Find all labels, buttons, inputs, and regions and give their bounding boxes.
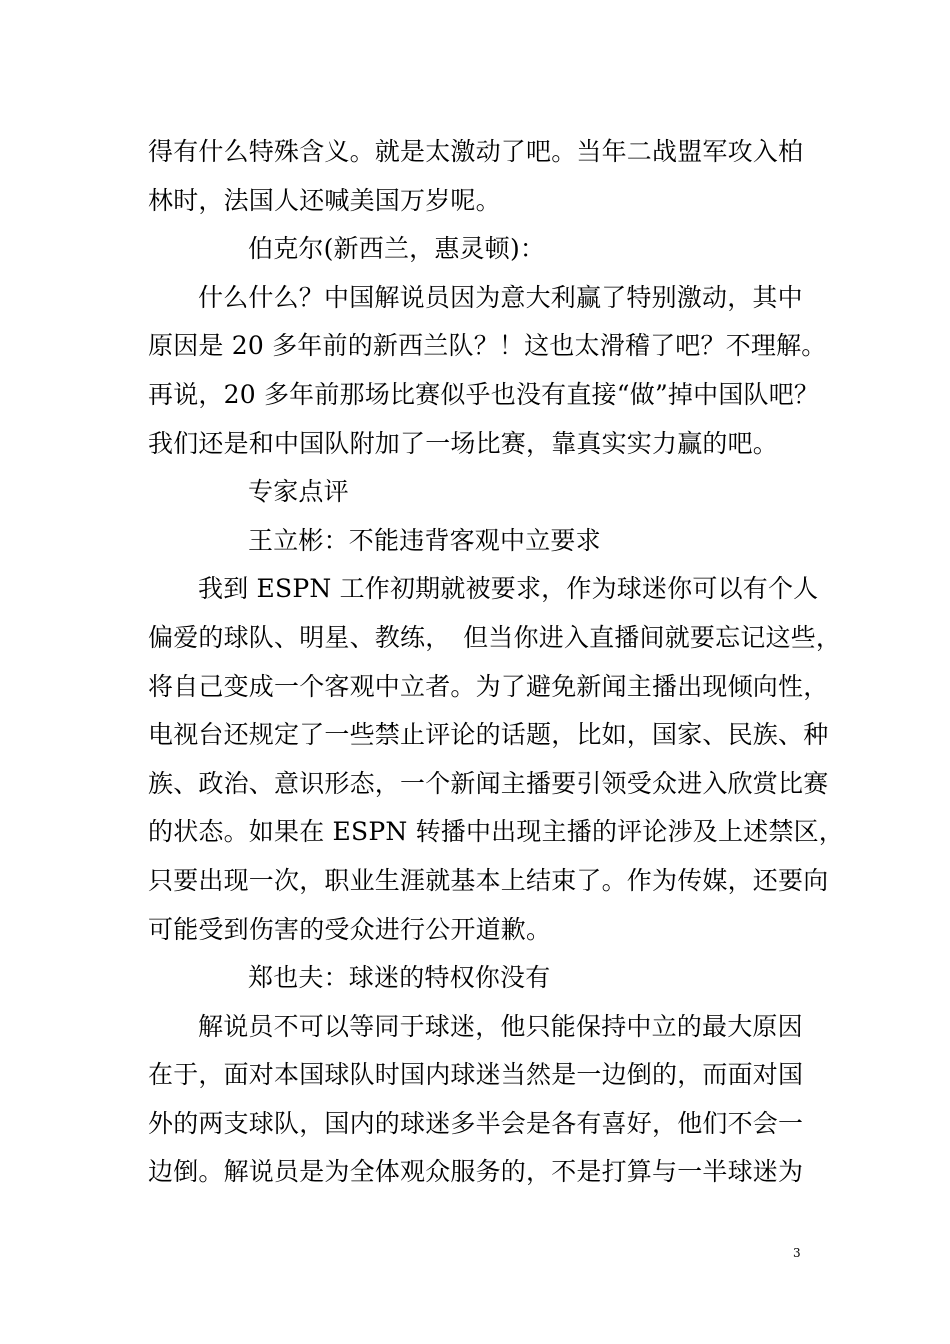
text-line: 再说，20 多年前那场比赛似乎也没有直接“做”掉中国队吧？	[148, 379, 820, 409]
paragraph-first-line: 我到 ESPN 工作初期就被要求，作为球迷你可以有个人	[198, 574, 819, 604]
section-heading: 郑也夫：球迷的特权你没有	[248, 963, 551, 993]
text-line: 偏爱的球队、明星、教练， 但当你进入直播间就要忘记这些，	[148, 622, 842, 652]
section-heading: 伯克尔(新西兰，惠灵顿)：	[248, 234, 546, 264]
text-line: 的状态。如果在 ESPN 转播中出现主播的评论涉及上述禁区，	[148, 817, 844, 847]
text-line: 边倒。解说员是为全体观众服务的，不是打算与一半球迷为	[148, 1157, 804, 1187]
text-line: 可能受到伤害的受众进行公开道歉。	[148, 914, 552, 944]
text-line: 我们还是和中国队附加了一场比赛，靠真实实力赢的吧。	[148, 428, 779, 458]
text-line: 电视台还规定了一些禁止评论的话题，比如，国家、民族、种	[148, 720, 829, 750]
body-text	[148, 128, 844, 1197]
page-number: 3	[793, 1246, 801, 1260]
paragraph-first-line: 解说员不可以等同于球迷，他只能保持中立的最大原因	[198, 1011, 803, 1041]
text-line: 原因是 20 多年前的新西兰队？！这也太滑稽了吧？不理解。	[148, 331, 827, 361]
text-line: 只要出现一次，职业生涯就基本上结束了。作为传媒，还要向	[148, 865, 829, 895]
paragraph-first-line: 什么什么？中国解说员因为意大利赢了特别激动，其中	[198, 282, 803, 312]
text-line: 得有什么特殊含义。就是太激动了吧。当年二战盟军攻入柏	[148, 137, 804, 166]
text-line: 将自己变成一个客观中立者。为了避免新闻主播出现倾向性，	[148, 671, 829, 701]
text-line: 在于，面对本国球队时国内球迷当然是一边倒的，而面对国	[148, 1060, 804, 1090]
section-heading: 专家点评	[248, 477, 349, 507]
text-line: 外的两支球队，国内的球迷多半会是各有喜好，他们不会一	[148, 1108, 804, 1138]
section-heading: 王立彬：不能违背客观中立要求	[248, 525, 601, 555]
text-line: 族、政治、意识形态，一个新闻主播要引领受众进入欣赏比赛	[148, 768, 829, 798]
text-line: 林时，法国人还喊美国万岁呢。	[148, 185, 501, 215]
